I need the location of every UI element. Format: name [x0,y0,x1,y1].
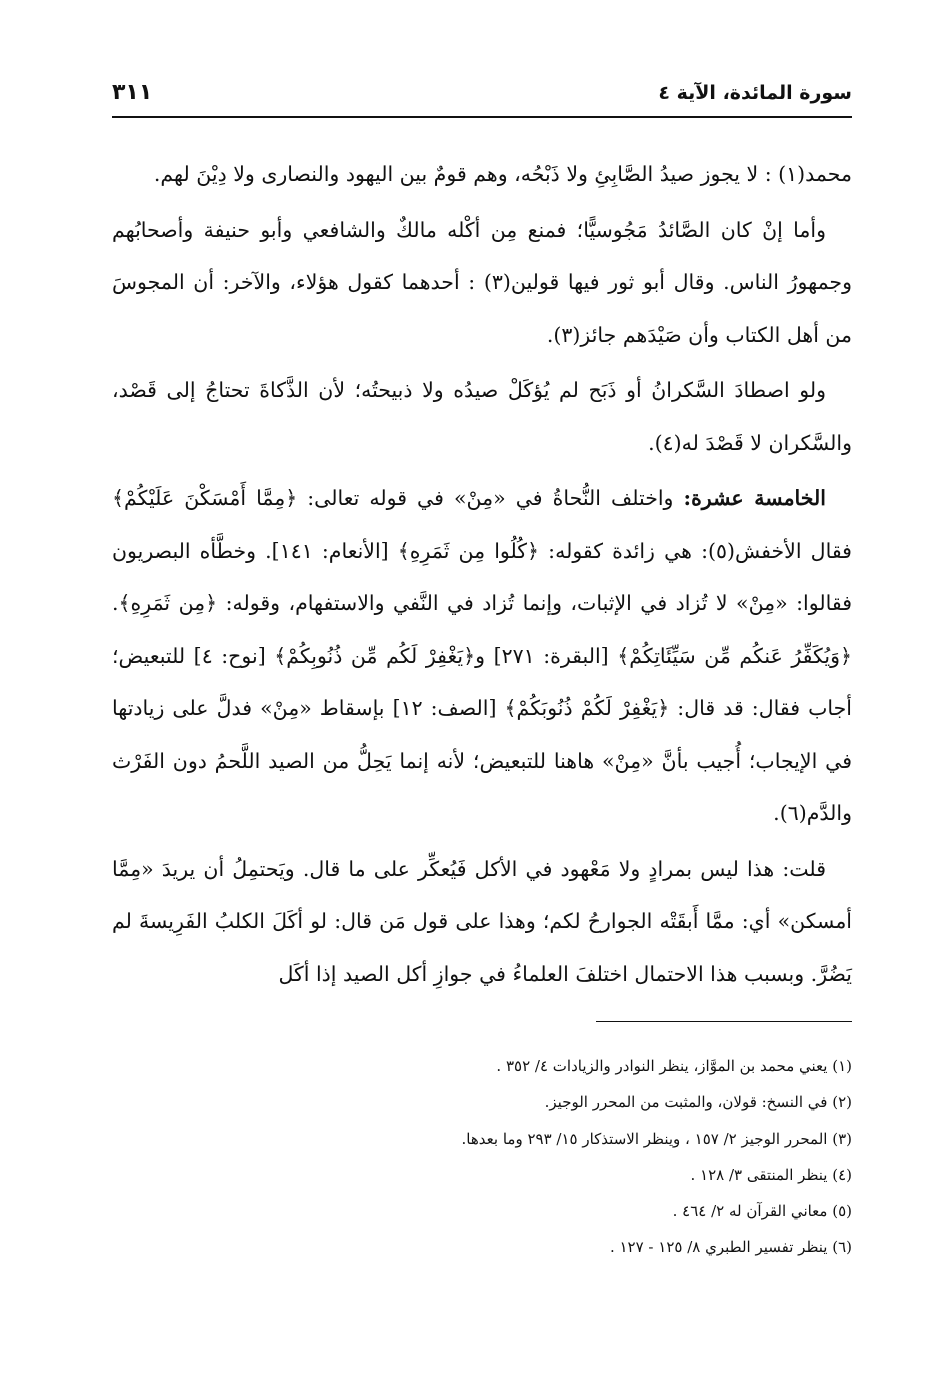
paragraph [112,472,852,840]
footnotes [112,1048,852,1266]
header-rule [112,116,852,118]
paragraph [112,204,852,362]
paragraph-text: قلت: هذا ليس بمرادٍ ولا مَعْهود في الأكل فَيُعكِّر على ما قال. ويَحتمِلُ أن يريدَ «مِمَّا أمسكن» أي: ممَّا أَبقَتْه الجوارحُ لكم؛ وهذا على قول مَن قال: لو أكَلَ الكلبُ الفَرِيسةَ لم يَضُرَّ. وبسبب هذا الاحتمال اختلفَ العلماءُ في جوازِ أكل الصيد إذا أكَل [112,856,852,986]
footnote: (٤) ينظر المنتقى ٣/ ١٢٨ . [690,1165,852,1184]
paragraph-text: وأما إنْ كان الصَّائدُ مَجُوسيًّا؛ فمنع مِن أكْله مالكٌ والشافعي وأبو حنيفة وأصحابُهم وجمهورُ الناس. وقال أبو ثور فيها قولين(٣) : أحدهما كقول هؤلاء، والآخر: أن المجوسَ من أهل الكتاب وأن صَيْدَهم جائز(٣). [112,217,852,347]
paragraph-text: ولو اصطادَ السَّكرانُ أو ذَبَح لم يُؤكَلْ صيدُه ولا ذبيحتُه؛ لأن الذَّكاةَ تحتاجُ إلى قَصْد، والسَّكران لا قَصْدَ له(٤). [112,378,852,455]
paragraph-text: محمد(١) : لا يجوز صيدُ الصَّابِئِ ولا ذَبْحُه، وهم قومٌ بين اليهود والنصارى ولا دِيْنَ لهم. [153,162,852,186]
paragraph-text: واختلف النُّحاةُ في «مِنْ» في قوله تعالى: ﴿مِمَّا أَمْسَكْنَ عَلَيْكُمْ﴾ فقال الأخفش(٥): هي زائدة كقوله: ﴿كُلُوا مِن ثَمَرِهِ﴾ [الأنعام: ١٤١]. وخطَّأه البصريون فقالوا: «مِنْ» لا تُزاد في الإثبات، وإنما تُزاد في النَّفي والاستفهام، وقوله: ﴿مِن ثَمَرِهِ﴾. ﴿وَيُكَفِّرُ عَنكُم مِّن سَيِّئَاتِكُمْ﴾ [البقرة: ٢٧١] و﴿يَغْفِرْ لَكُم مِّن ذُنُوبِكُمْ﴾ [نوح: ٤] للتبعيض؛ أجاب فقال: قد قال: ﴿يَغْفِرْ لَكُمْ ذُنُوبَكُمْ﴾ [الصف: ١٢] بإسقاط «مِنْ» فدلَّ على زيادتها في الإيجاب؛ أُجيب بأنَّ «مِنْ» هاهنا للتبعيض؛ لأنه إنما يَحِلُّ من الصيد اللَّحمُ دون الفَرْث والدَّم(٦). [112,486,852,825]
footnote-separator [596,1021,852,1022]
footnote: (١) يعني محمد بن الموَّاز، ينظر النوادر والزيادات ٤/ ٣٥٢ . [496,1057,852,1075]
paragraph [112,148,852,201]
page-header [112,78,852,114]
footnote: (٥) معاني القرآن له ٢/ ٤٦٤ . [672,1202,852,1221]
paragraph [112,843,852,1001]
footnote: (٢) في النسخ: قولان، والمثبت من المحرر الوجيز. [544,1093,852,1112]
main-text [112,148,852,1003]
footnote: (٣) المحرر الوجيز ٢/ ١٥٧ ، وينظر الاستذكار ١٥/ ٢٩٣ وما بعدها. [461,1129,852,1148]
paragraph [112,364,852,469]
page-number: ٣١١ [112,80,153,105]
footnote: (٦) ينظر تفسير الطبري ٨/ ١٢٥ - ١٢٧ . [609,1238,852,1257]
running-title: سورة المائدة، الآية ٤ [658,82,852,104]
paragraph-lead: الخامسة عشرة: [683,486,826,510]
